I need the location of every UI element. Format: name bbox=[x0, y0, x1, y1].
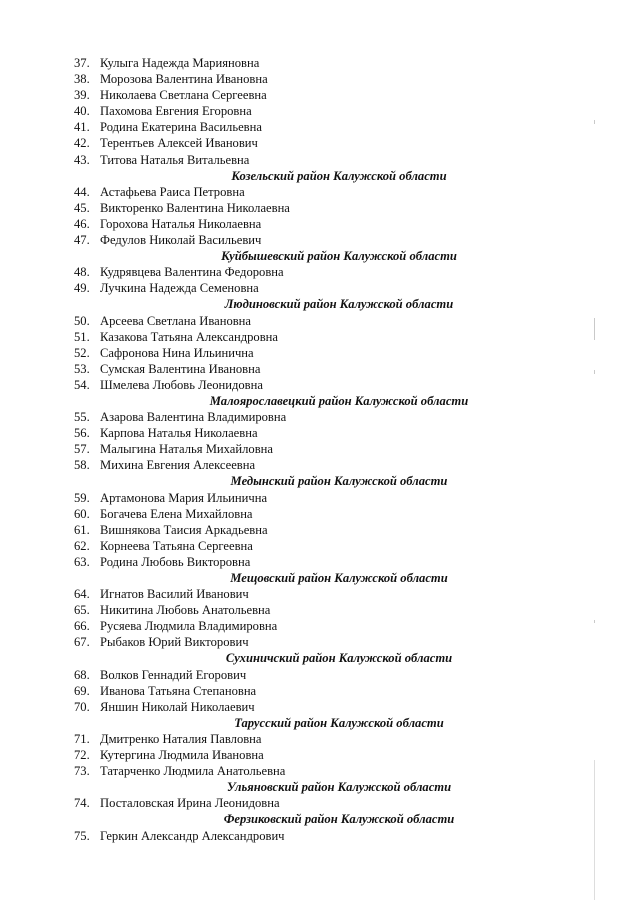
item-number: 71. bbox=[74, 731, 90, 746]
item-number: 37. bbox=[74, 56, 90, 70]
person-name: Кулыга Надежда Марияновна bbox=[100, 56, 260, 70]
district-heading: Ульяновский район Калужской области bbox=[226, 780, 452, 795]
district-heading: Медынский район Калужской области bbox=[230, 474, 448, 489]
list-item bbox=[74, 490, 544, 506]
person-name: Яншин Николай Николаевич bbox=[100, 699, 255, 714]
list-item bbox=[74, 87, 544, 103]
person-name: Казакова Татьяна Александровна bbox=[100, 329, 278, 344]
person-name: Морозова Валентина Ивановна bbox=[100, 72, 268, 87]
district-heading: Малоярославецкий район Калужской области bbox=[209, 393, 469, 408]
item-number: 44. bbox=[74, 184, 90, 199]
district-heading: Тарусский район Калужской области bbox=[234, 715, 444, 730]
person-name: Астафьева Раиса Петровна bbox=[100, 184, 245, 199]
district-heading: Ферзиковский район Калужской области bbox=[223, 812, 455, 827]
scan-edge-mark bbox=[594, 120, 595, 124]
item-number: 59. bbox=[74, 490, 90, 505]
person-name: Азарова Валентина Владимировна bbox=[100, 410, 287, 425]
list-item bbox=[74, 152, 544, 168]
item-number: 61. bbox=[74, 522, 90, 537]
list-item bbox=[74, 264, 544, 280]
list-item bbox=[74, 71, 544, 87]
item-number: 73. bbox=[74, 764, 90, 779]
list-item bbox=[74, 135, 544, 151]
scan-edge-mark bbox=[594, 318, 595, 340]
list-item bbox=[74, 522, 544, 538]
person-name: Татарченко Людмила Анатольевна bbox=[100, 764, 286, 779]
person-name: Шмелева Любовь Леонидовна bbox=[100, 377, 263, 392]
district-heading: Людиновский район Калужской области bbox=[224, 297, 454, 312]
item-number: 69. bbox=[74, 683, 90, 698]
list-item bbox=[74, 828, 544, 844]
person-name: Дмитренко Наталия Павловна bbox=[100, 731, 262, 746]
district-heading: Сухиничский район Калужской области bbox=[225, 651, 453, 666]
list-item bbox=[74, 683, 544, 699]
item-number: 46. bbox=[74, 216, 90, 231]
person-name: Арсеева Светлана Ивановна bbox=[100, 313, 252, 328]
list-item bbox=[74, 425, 544, 441]
item-number: 55. bbox=[74, 410, 90, 425]
person-name: Лучкина Надежда Семеновна bbox=[100, 281, 259, 296]
list-item bbox=[74, 361, 544, 377]
item-number: 68. bbox=[74, 667, 90, 682]
list-item bbox=[74, 103, 544, 119]
item-number: 75. bbox=[74, 828, 90, 843]
list-item bbox=[74, 667, 544, 683]
list-item bbox=[74, 313, 544, 329]
item-number: 62. bbox=[74, 538, 90, 553]
item-number: 63. bbox=[74, 554, 90, 569]
person-name: Николаева Светлана Сергеевна bbox=[100, 88, 267, 103]
item-number: 67. bbox=[74, 635, 90, 650]
item-number: 58. bbox=[74, 458, 90, 473]
person-name: Никитина Любовь Анатольевна bbox=[100, 603, 271, 618]
scan-edge-mark bbox=[594, 760, 595, 900]
item-number: 53. bbox=[74, 361, 90, 376]
item-number: 45. bbox=[74, 200, 90, 215]
item-number: 39. bbox=[74, 88, 90, 103]
item-number: 51. bbox=[74, 329, 90, 344]
list-item bbox=[74, 586, 544, 602]
item-number: 57. bbox=[74, 442, 90, 457]
list-item bbox=[74, 441, 544, 457]
person-name: Терентьев Алексей Иванович bbox=[100, 136, 258, 151]
item-number: 43. bbox=[74, 152, 90, 167]
list-item bbox=[74, 618, 544, 634]
list-item bbox=[74, 119, 544, 135]
person-name: Волков Геннадий Егорович bbox=[100, 667, 247, 682]
item-number: 65. bbox=[74, 603, 90, 618]
list-item bbox=[74, 538, 544, 554]
person-name: Федулов Николай Васильевич bbox=[100, 233, 262, 248]
item-number: 50. bbox=[74, 313, 90, 328]
list-item bbox=[74, 699, 544, 715]
person-name: Рыбаков Юрий Викторович bbox=[100, 635, 249, 650]
list-item bbox=[74, 345, 544, 361]
person-name: Кутергина Людмила Ивановна bbox=[100, 748, 264, 763]
list-item bbox=[74, 731, 544, 747]
person-name: Карпова Наталья Николаевна bbox=[100, 426, 258, 441]
list-item bbox=[74, 602, 544, 618]
person-name: Викторенко Валентина Николаевна bbox=[100, 200, 290, 215]
item-number: 38. bbox=[74, 72, 90, 87]
district-heading: Козельский район Калужской области bbox=[231, 168, 447, 183]
person-name: Русяева Людмила Владимировна bbox=[100, 619, 278, 634]
person-name: Сафронова Нина Ильинична bbox=[100, 345, 254, 360]
list-item bbox=[74, 457, 544, 473]
person-name: Иванова Татьяна Степановна bbox=[100, 683, 257, 698]
list-item bbox=[74, 747, 544, 763]
item-number: 49. bbox=[74, 281, 90, 296]
scan-edge-mark bbox=[594, 370, 595, 374]
district-heading: Куйбышевский район Калужской области bbox=[221, 249, 457, 264]
list-item bbox=[74, 216, 544, 232]
list-item bbox=[74, 329, 544, 345]
list-item bbox=[74, 184, 544, 200]
person-name: Малыгина Наталья Михайловна bbox=[100, 442, 273, 457]
list-item bbox=[74, 200, 544, 216]
scan-edge-mark bbox=[594, 620, 595, 623]
person-name: Богачева Елена Михайловна bbox=[100, 506, 253, 521]
person-name: Титова Наталья Витальевна bbox=[100, 152, 250, 167]
list-item bbox=[74, 506, 544, 522]
person-name: Михина Евгения Алексеевна bbox=[100, 458, 256, 473]
item-number: 40. bbox=[74, 104, 90, 119]
list-item bbox=[74, 763, 544, 779]
item-number: 66. bbox=[74, 619, 90, 634]
person-name: Посталовская Ирина Леонидовна bbox=[100, 796, 280, 811]
person-name: Горохова Наталья Николаевна bbox=[100, 216, 262, 231]
person-name: Кудрявцева Валентина Федоровна bbox=[100, 265, 284, 280]
item-number: 48. bbox=[74, 265, 90, 280]
list-item bbox=[74, 55, 544, 71]
item-number: 60. bbox=[74, 506, 90, 521]
person-name: Артамонова Мария Ильинична bbox=[100, 490, 268, 505]
item-number: 64. bbox=[74, 587, 90, 602]
list-item bbox=[74, 795, 544, 811]
person-name: Вишнякова Таисия Аркадьевна bbox=[100, 522, 268, 537]
person-name: Родина Екатерина Васильевна bbox=[100, 120, 262, 135]
list-item bbox=[74, 232, 544, 248]
list-item bbox=[74, 554, 544, 570]
item-number: 54. bbox=[74, 377, 90, 392]
district-heading: Мещовский район Калужской области bbox=[230, 571, 448, 585]
item-number: 72. bbox=[74, 748, 90, 763]
person-name: Корнеева Татьяна Сергеевна bbox=[100, 538, 253, 553]
list-item bbox=[74, 409, 544, 425]
item-number: 70. bbox=[74, 699, 90, 714]
name-list bbox=[74, 55, 544, 844]
person-name: Родина Любовь Викторовна bbox=[100, 554, 251, 569]
person-name: Игнатов Василий Иванович bbox=[100, 587, 249, 602]
item-number: 41. bbox=[74, 120, 90, 135]
person-name: Сумская Валентина Ивановна bbox=[100, 361, 261, 376]
list-item bbox=[74, 377, 544, 393]
list-item bbox=[74, 634, 544, 650]
item-number: 47. bbox=[74, 233, 90, 248]
item-number: 52. bbox=[74, 345, 90, 360]
item-number: 56. bbox=[74, 426, 90, 441]
person-name: Пахомова Евгения Егоровна bbox=[100, 104, 252, 119]
person-name: Геркин Александр Александрович bbox=[100, 828, 285, 843]
item-number: 42. bbox=[74, 136, 90, 151]
list-item bbox=[74, 280, 544, 296]
item-number: 74. bbox=[74, 796, 90, 811]
